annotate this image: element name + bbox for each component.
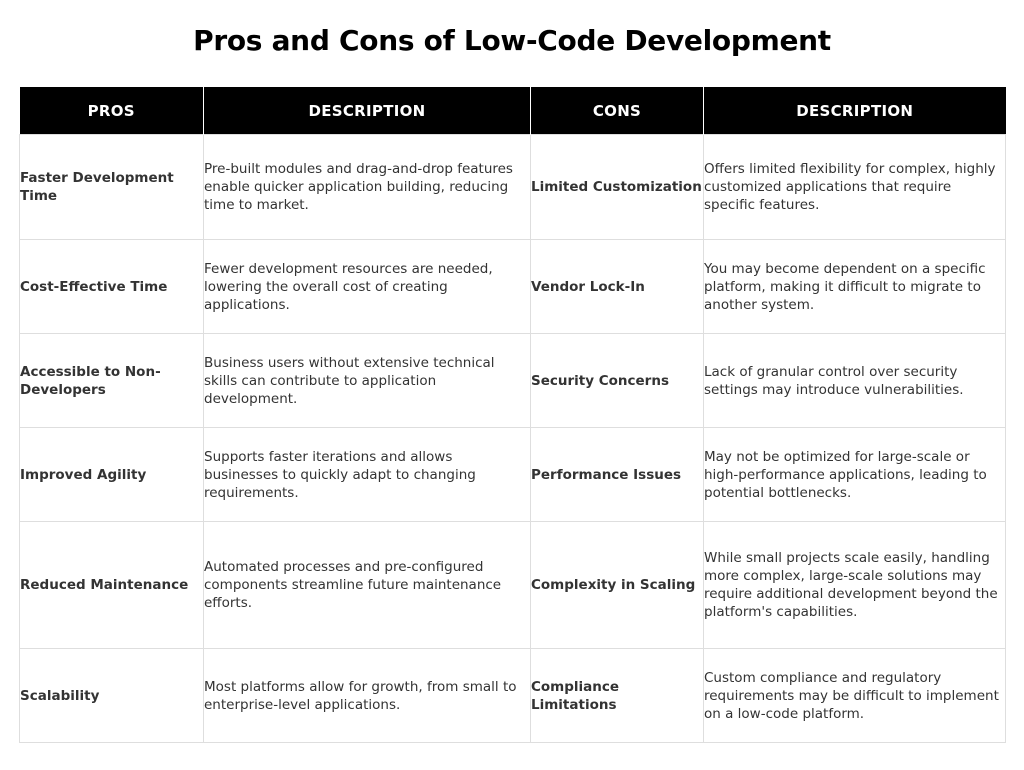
pro-label: Reduced Maintenance bbox=[20, 522, 204, 649]
pros-cons-table bbox=[19, 87, 1006, 743]
pro-label: Scalability bbox=[20, 649, 204, 743]
con-description: May not be optimized for large-scale or high-performance applications, leading to potential bottlenecks. bbox=[704, 428, 1006, 522]
con-label: Vendor Lock-In bbox=[531, 240, 704, 334]
con-label: Compliance Limitations bbox=[531, 649, 704, 743]
table-header-row bbox=[20, 87, 1006, 135]
pro-label: Accessible to Non-Developers bbox=[20, 334, 204, 428]
pro-description: Business users without extensive technical skills can contribute to application development. bbox=[204, 334, 531, 428]
pro-description: Pre-built modules and drag-and-drop features enable quicker application building, reducing time to market. bbox=[204, 135, 531, 240]
pro-label: Faster Development Time bbox=[20, 135, 204, 240]
page-title: Pros and Cons of Low-Code Development bbox=[193, 24, 831, 57]
con-label: Complexity in Scaling bbox=[531, 522, 704, 649]
pro-label: Improved Agility bbox=[20, 428, 204, 522]
con-label: Limited Customization bbox=[531, 135, 704, 240]
con-label: Performance Issues bbox=[531, 428, 704, 522]
pro-description: Supports faster iterations and allows businesses to quickly adapt to changing requirements. bbox=[204, 428, 531, 522]
pro-description: Fewer development resources are needed, lowering the overall cost of creating applications. bbox=[204, 240, 531, 334]
table-row bbox=[20, 522, 1006, 649]
header-cons-description: DESCRIPTION bbox=[704, 87, 1006, 135]
con-description: Offers limited flexibility for complex, highly customized applications that require specific features. bbox=[704, 135, 1006, 240]
header-pros: PROS bbox=[20, 87, 204, 135]
table-row bbox=[20, 428, 1006, 522]
table-row bbox=[20, 135, 1006, 240]
pro-description: Most platforms allow for growth, from small to enterprise-level applications. bbox=[204, 649, 531, 743]
header-pros-description: DESCRIPTION bbox=[204, 87, 531, 135]
con-description: You may become dependent on a specific platform, making it difficult to migrate to another system. bbox=[704, 240, 1006, 334]
header-cons: CONS bbox=[531, 87, 704, 135]
con-description: While small projects scale easily, handling more complex, large-scale solutions may require additional development beyond the platform's capabilities. bbox=[704, 522, 1006, 649]
table-row bbox=[20, 649, 1006, 743]
pro-description: Automated processes and pre-configured components streamline future maintenance efforts. bbox=[204, 522, 531, 649]
con-description: Custom compliance and regulatory requirements may be difficult to implement on a low-code platform. bbox=[704, 649, 1006, 743]
table-row bbox=[20, 334, 1006, 428]
con-label: Security Concerns bbox=[531, 334, 704, 428]
pro-label: Cost-Effective Time bbox=[20, 240, 204, 334]
table-row bbox=[20, 240, 1006, 334]
con-description: Lack of granular control over security settings may introduce vulnerabilities. bbox=[704, 334, 1006, 428]
